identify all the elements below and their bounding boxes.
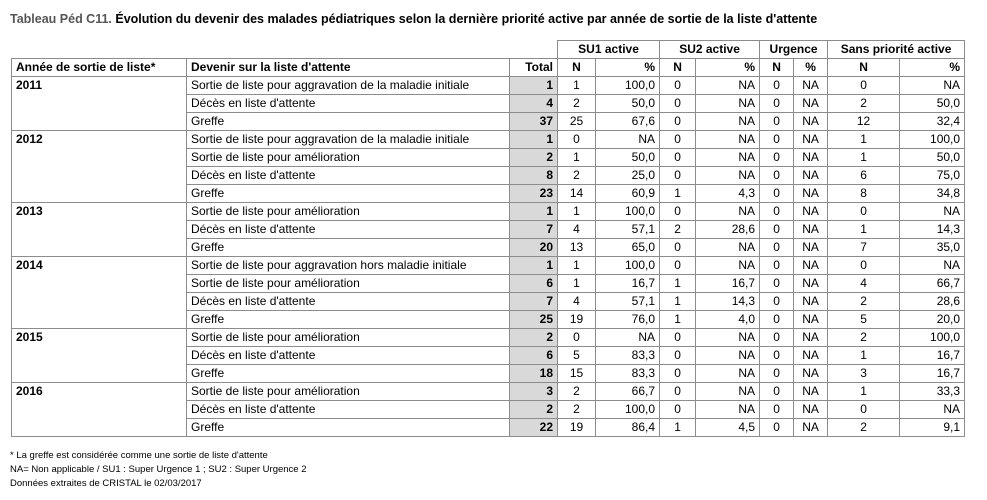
table-number: Tableau Péd C11.: [10, 12, 112, 26]
column-header-urgence-pct: %: [794, 59, 828, 77]
urgence-pct-cell: NA: [794, 95, 828, 113]
urgence-pct-cell: NA: [794, 77, 828, 95]
total-cell: 1: [510, 257, 558, 275]
total-cell: 37: [510, 113, 558, 131]
su1-pct-cell: NA: [596, 131, 660, 149]
table-row: [12, 275, 965, 293]
group-header-row: [12, 41, 965, 59]
year-cell: 2015: [12, 329, 187, 347]
column-header-sans-priorite-n: N: [828, 59, 900, 77]
devenir-cell: Décès en liste d'attente: [187, 293, 510, 311]
devenir-cell: Greffe: [187, 365, 510, 383]
year-cell: 2014: [12, 257, 187, 275]
table-row: [12, 311, 965, 329]
devenir-cell: Décès en liste d'attente: [187, 347, 510, 365]
sans-priorite-pct-cell: 50,0: [900, 149, 965, 167]
total-cell: 22: [510, 419, 558, 437]
total-cell: 20: [510, 239, 558, 257]
year-cell: [12, 401, 187, 419]
su2-n-cell: 0: [660, 257, 696, 275]
su1-n-cell: 2: [558, 383, 596, 401]
devenir-cell: Sortie de liste pour amélioration: [187, 383, 510, 401]
su1-n-cell: 19: [558, 311, 596, 329]
total-cell: 25: [510, 311, 558, 329]
sans-priorite-n-cell: 8: [828, 185, 900, 203]
table-row: [12, 221, 965, 239]
sans-priorite-n-cell: 2: [828, 95, 900, 113]
su2-n-cell: 0: [660, 95, 696, 113]
su2-pct-cell: 16,7: [696, 275, 760, 293]
su2-pct-cell: NA: [696, 329, 760, 347]
sans-priorite-pct-cell: 35,0: [900, 239, 965, 257]
total-cell: 6: [510, 347, 558, 365]
su2-n-cell: 0: [660, 167, 696, 185]
total-cell: 1: [510, 203, 558, 221]
su1-pct-cell: 86,4: [596, 419, 660, 437]
column-header-su2-pct: %: [696, 59, 760, 77]
urgence-pct-cell: NA: [794, 203, 828, 221]
table-row: [12, 257, 965, 275]
urgence-n-cell: 0: [760, 239, 794, 257]
su2-pct-cell: 28,6: [696, 221, 760, 239]
urgence-n-cell: 0: [760, 113, 794, 131]
urgence-n-cell: 0: [760, 347, 794, 365]
urgence-pct-cell: NA: [794, 347, 828, 365]
su2-n-cell: 2: [660, 221, 696, 239]
urgence-n-cell: 0: [760, 419, 794, 437]
su2-pct-cell: NA: [696, 149, 760, 167]
footnotes: [10, 449, 307, 491]
year-cell: [12, 419, 187, 437]
su1-n-cell: 2: [558, 95, 596, 113]
sans-priorite-n-cell: 2: [828, 419, 900, 437]
su1-n-cell: 4: [558, 293, 596, 311]
su2-n-cell: 0: [660, 383, 696, 401]
table-row: [12, 365, 965, 383]
su1-pct-cell: 100,0: [596, 77, 660, 95]
year-cell: 2012: [12, 131, 187, 149]
urgence-n-cell: 0: [760, 167, 794, 185]
year-cell: [12, 149, 187, 167]
column-header-devenir: Devenir sur la liste d'attente: [187, 59, 510, 77]
sans-priorite-n-cell: 1: [828, 131, 900, 149]
urgence-pct-cell: NA: [794, 311, 828, 329]
su1-pct-cell: 60,9: [596, 185, 660, 203]
su2-n-cell: 1: [660, 185, 696, 203]
su1-pct-cell: 57,1: [596, 221, 660, 239]
devenir-cell: Sortie de liste pour amélioration: [187, 329, 510, 347]
table-row: [12, 203, 965, 221]
su1-pct-cell: 66,7: [596, 383, 660, 401]
su1-n-cell: 1: [558, 149, 596, 167]
devenir-cell: Décès en liste d'attente: [187, 221, 510, 239]
su2-pct-cell: NA: [696, 131, 760, 149]
sans-priorite-pct-cell: 100,0: [900, 131, 965, 149]
table-row: [12, 95, 965, 113]
su2-pct-cell: NA: [696, 77, 760, 95]
sans-priorite-pct-cell: NA: [900, 401, 965, 419]
sans-priorite-pct-cell: 66,7: [900, 275, 965, 293]
su1-pct-cell: 57,1: [596, 293, 660, 311]
su2-pct-cell: 14,3: [696, 293, 760, 311]
year-cell: [12, 221, 187, 239]
urgence-pct-cell: NA: [794, 113, 828, 131]
su2-pct-cell: NA: [696, 239, 760, 257]
su1-n-cell: 1: [558, 275, 596, 293]
devenir-cell: Greffe: [187, 185, 510, 203]
table-row: [12, 167, 965, 185]
su2-n-cell: 0: [660, 347, 696, 365]
column-header-year: Année de sortie de liste*: [12, 59, 187, 77]
su1-pct-cell: NA: [596, 329, 660, 347]
su2-pct-cell: NA: [696, 383, 760, 401]
column-header-total: Total: [510, 59, 558, 77]
devenir-cell: Décès en liste d'attente: [187, 95, 510, 113]
total-cell: 8: [510, 167, 558, 185]
urgence-pct-cell: NA: [794, 293, 828, 311]
urgence-n-cell: 0: [760, 329, 794, 347]
su2-n-cell: 0: [660, 329, 696, 347]
header-spacer: [12, 41, 558, 59]
sans-priorite-pct-cell: 28,6: [900, 293, 965, 311]
table-row: [12, 329, 965, 347]
su2-n-cell: 0: [660, 131, 696, 149]
table-row: [12, 419, 965, 437]
sans-priorite-pct-cell: NA: [900, 203, 965, 221]
su1-n-cell: 2: [558, 401, 596, 419]
sans-priorite-pct-cell: NA: [900, 77, 965, 95]
total-cell: 7: [510, 221, 558, 239]
year-cell: [12, 347, 187, 365]
table-row: [12, 383, 965, 401]
column-header-row: [12, 59, 965, 77]
devenir-cell: Greffe: [187, 419, 510, 437]
table-row: [12, 113, 965, 131]
su2-n-cell: 0: [660, 203, 696, 221]
urgence-n-cell: 0: [760, 77, 794, 95]
sans-priorite-pct-cell: 32,4: [900, 113, 965, 131]
footnote-greffe: * La greffe est considérée comme une sortie de liste d'attente: [10, 450, 268, 461]
total-cell: 1: [510, 77, 558, 95]
su1-n-cell: 5: [558, 347, 596, 365]
su1-pct-cell: 50,0: [596, 149, 660, 167]
table-title: Évolution du devenir des malades pédiatriques selon la dernière priorité active par année de sortie de la liste d'attente: [111, 12, 818, 26]
su1-pct-cell: 65,0: [596, 239, 660, 257]
year-cell: [12, 365, 187, 383]
urgence-n-cell: 0: [760, 401, 794, 419]
sans-priorite-pct-cell: 20,0: [900, 311, 965, 329]
total-cell: 3: [510, 383, 558, 401]
sans-priorite-n-cell: 0: [828, 77, 900, 95]
su1-n-cell: 0: [558, 131, 596, 149]
column-header-su2-n: N: [660, 59, 696, 77]
year-cell: 2011: [12, 77, 187, 95]
sans-priorite-pct-cell: 16,7: [900, 347, 965, 365]
sans-priorite-n-cell: 3: [828, 365, 900, 383]
su2-pct-cell: NA: [696, 347, 760, 365]
su1-pct-cell: 100,0: [596, 257, 660, 275]
su2-n-cell: 1: [660, 419, 696, 437]
su1-n-cell: 25: [558, 113, 596, 131]
devenir-cell: Sortie de liste pour aggravation hors maladie initiale: [187, 257, 510, 275]
su1-pct-cell: 50,0: [596, 95, 660, 113]
su2-n-cell: 0: [660, 239, 696, 257]
sans-priorite-n-cell: 7: [828, 239, 900, 257]
sans-priorite-n-cell: 4: [828, 275, 900, 293]
devenir-cell: Greffe: [187, 113, 510, 131]
urgence-pct-cell: NA: [794, 383, 828, 401]
total-cell: 4: [510, 95, 558, 113]
year-cell: 2013: [12, 203, 187, 221]
total-cell: 18: [510, 365, 558, 383]
su2-n-cell: 1: [660, 311, 696, 329]
urgence-n-cell: 0: [760, 149, 794, 167]
su1-n-cell: 1: [558, 203, 596, 221]
table-row: [12, 401, 965, 419]
total-cell: 7: [510, 293, 558, 311]
su2-pct-cell: 4,5: [696, 419, 760, 437]
sans-priorite-pct-cell: 9,1: [900, 419, 965, 437]
year-cell: [12, 185, 187, 203]
sans-priorite-pct-cell: 34,8: [900, 185, 965, 203]
devenir-cell: Sortie de liste pour amélioration: [187, 275, 510, 293]
sans-priorite-n-cell: 0: [828, 257, 900, 275]
column-header-su1-n: N: [558, 59, 596, 77]
sans-priorite-n-cell: 5: [828, 311, 900, 329]
column-header-urgence-n: N: [760, 59, 794, 77]
urgence-n-cell: 0: [760, 203, 794, 221]
su2-n-cell: 0: [660, 149, 696, 167]
su1-n-cell: 1: [558, 77, 596, 95]
urgence-pct-cell: NA: [794, 419, 828, 437]
sans-priorite-pct-cell: 100,0: [900, 329, 965, 347]
group-header-urgence: Urgence: [760, 41, 828, 59]
urgence-n-cell: 0: [760, 311, 794, 329]
year-cell: [12, 95, 187, 113]
devenir-cell: Sortie de liste pour aggravation de la maladie initiale: [187, 131, 510, 149]
table-row: [12, 77, 965, 95]
su1-pct-cell: 76,0: [596, 311, 660, 329]
year-cell: [12, 293, 187, 311]
su1-pct-cell: 100,0: [596, 203, 660, 221]
total-cell: 1: [510, 131, 558, 149]
su1-pct-cell: 83,3: [596, 365, 660, 383]
su2-pct-cell: 4,3: [696, 185, 760, 203]
urgence-pct-cell: NA: [794, 275, 828, 293]
su2-n-cell: 0: [660, 77, 696, 95]
group-header-sans-priorite: Sans priorité active: [828, 41, 965, 59]
total-cell: 2: [510, 401, 558, 419]
year-cell: [12, 239, 187, 257]
su1-n-cell: 14: [558, 185, 596, 203]
devenir-cell: Sortie de liste pour aggravation de la maladie initiale: [187, 77, 510, 95]
devenir-cell: Décès en liste d'attente: [187, 167, 510, 185]
su2-n-cell: 0: [660, 401, 696, 419]
urgence-pct-cell: NA: [794, 185, 828, 203]
sans-priorite-n-cell: 1: [828, 149, 900, 167]
sans-priorite-pct-cell: NA: [900, 257, 965, 275]
devenir-cell: Décès en liste d'attente: [187, 401, 510, 419]
year-cell: [12, 113, 187, 131]
total-cell: 2: [510, 149, 558, 167]
urgence-pct-cell: NA: [794, 239, 828, 257]
su2-pct-cell: NA: [696, 365, 760, 383]
urgence-n-cell: 0: [760, 293, 794, 311]
devenir-cell: Sortie de liste pour amélioration: [187, 203, 510, 221]
urgence-n-cell: 0: [760, 221, 794, 239]
su1-n-cell: 4: [558, 221, 596, 239]
year-cell: [12, 311, 187, 329]
group-header-su2: SU2 active: [660, 41, 760, 59]
urgence-pct-cell: NA: [794, 221, 828, 239]
su1-n-cell: 13: [558, 239, 596, 257]
column-header-su1-pct: %: [596, 59, 660, 77]
total-cell: 2: [510, 329, 558, 347]
devenir-cell: Greffe: [187, 239, 510, 257]
total-cell: 23: [510, 185, 558, 203]
sans-priorite-pct-cell: 75,0: [900, 167, 965, 185]
su2-n-cell: 1: [660, 275, 696, 293]
sans-priorite-n-cell: 0: [828, 401, 900, 419]
page-title: [10, 12, 817, 26]
urgence-pct-cell: NA: [794, 329, 828, 347]
su2-pct-cell: NA: [696, 113, 760, 131]
su1-pct-cell: 16,7: [596, 275, 660, 293]
sans-priorite-n-cell: 1: [828, 221, 900, 239]
urgence-pct-cell: NA: [794, 131, 828, 149]
su1-n-cell: 1: [558, 257, 596, 275]
group-header-su1: SU1 active: [558, 41, 660, 59]
year-cell: [12, 275, 187, 293]
su2-pct-cell: NA: [696, 257, 760, 275]
table-row: [12, 239, 965, 257]
urgence-n-cell: 0: [760, 257, 794, 275]
sans-priorite-n-cell: 0: [828, 203, 900, 221]
urgence-n-cell: 0: [760, 131, 794, 149]
su1-pct-cell: 83,3: [596, 347, 660, 365]
su2-pct-cell: NA: [696, 95, 760, 113]
results-table: [11, 40, 965, 437]
table-row: [12, 185, 965, 203]
su1-n-cell: 15: [558, 365, 596, 383]
su1-pct-cell: 100,0: [596, 401, 660, 419]
sans-priorite-n-cell: 2: [828, 329, 900, 347]
column-header-sans-priorite-pct: %: [900, 59, 965, 77]
su2-n-cell: 0: [660, 113, 696, 131]
su1-n-cell: 19: [558, 419, 596, 437]
sans-priorite-pct-cell: 50,0: [900, 95, 965, 113]
table-row: [12, 149, 965, 167]
footnote-abbreviations: NA= Non applicable / SU1 : Super Urgence 1 ; SU2 : Super Urgence 2: [10, 464, 307, 475]
urgence-n-cell: 0: [760, 365, 794, 383]
su2-pct-cell: 4,0: [696, 311, 760, 329]
urgence-pct-cell: NA: [794, 257, 828, 275]
su1-n-cell: 2: [558, 167, 596, 185]
table-row: [12, 293, 965, 311]
table-body: [12, 77, 965, 437]
total-cell: 6: [510, 275, 558, 293]
su1-n-cell: 0: [558, 329, 596, 347]
urgence-n-cell: 0: [760, 185, 794, 203]
year-cell: 2016: [12, 383, 187, 401]
table-row: [12, 131, 965, 149]
urgence-n-cell: 0: [760, 275, 794, 293]
devenir-cell: Greffe: [187, 311, 510, 329]
urgence-pct-cell: NA: [794, 365, 828, 383]
table-row: [12, 347, 965, 365]
footnote-source: Données extraites de CRISTAL le 02/03/2017: [10, 478, 202, 489]
sans-priorite-n-cell: 1: [828, 383, 900, 401]
sans-priorite-n-cell: 12: [828, 113, 900, 131]
devenir-cell: Sortie de liste pour amélioration: [187, 149, 510, 167]
su2-pct-cell: NA: [696, 401, 760, 419]
urgence-pct-cell: NA: [794, 149, 828, 167]
sans-priorite-n-cell: 1: [828, 347, 900, 365]
su1-pct-cell: 25,0: [596, 167, 660, 185]
sans-priorite-n-cell: 2: [828, 293, 900, 311]
su2-pct-cell: NA: [696, 203, 760, 221]
sans-priorite-n-cell: 6: [828, 167, 900, 185]
su2-n-cell: 0: [660, 365, 696, 383]
su2-pct-cell: NA: [696, 167, 760, 185]
urgence-n-cell: 0: [760, 383, 794, 401]
su1-pct-cell: 67,6: [596, 113, 660, 131]
su2-n-cell: 1: [660, 293, 696, 311]
sans-priorite-pct-cell: 33,3: [900, 383, 965, 401]
sans-priorite-pct-cell: 16,7: [900, 365, 965, 383]
urgence-pct-cell: NA: [794, 167, 828, 185]
year-cell: [12, 167, 187, 185]
sans-priorite-pct-cell: 14,3: [900, 221, 965, 239]
urgence-pct-cell: NA: [794, 401, 828, 419]
urgence-n-cell: 0: [760, 95, 794, 113]
